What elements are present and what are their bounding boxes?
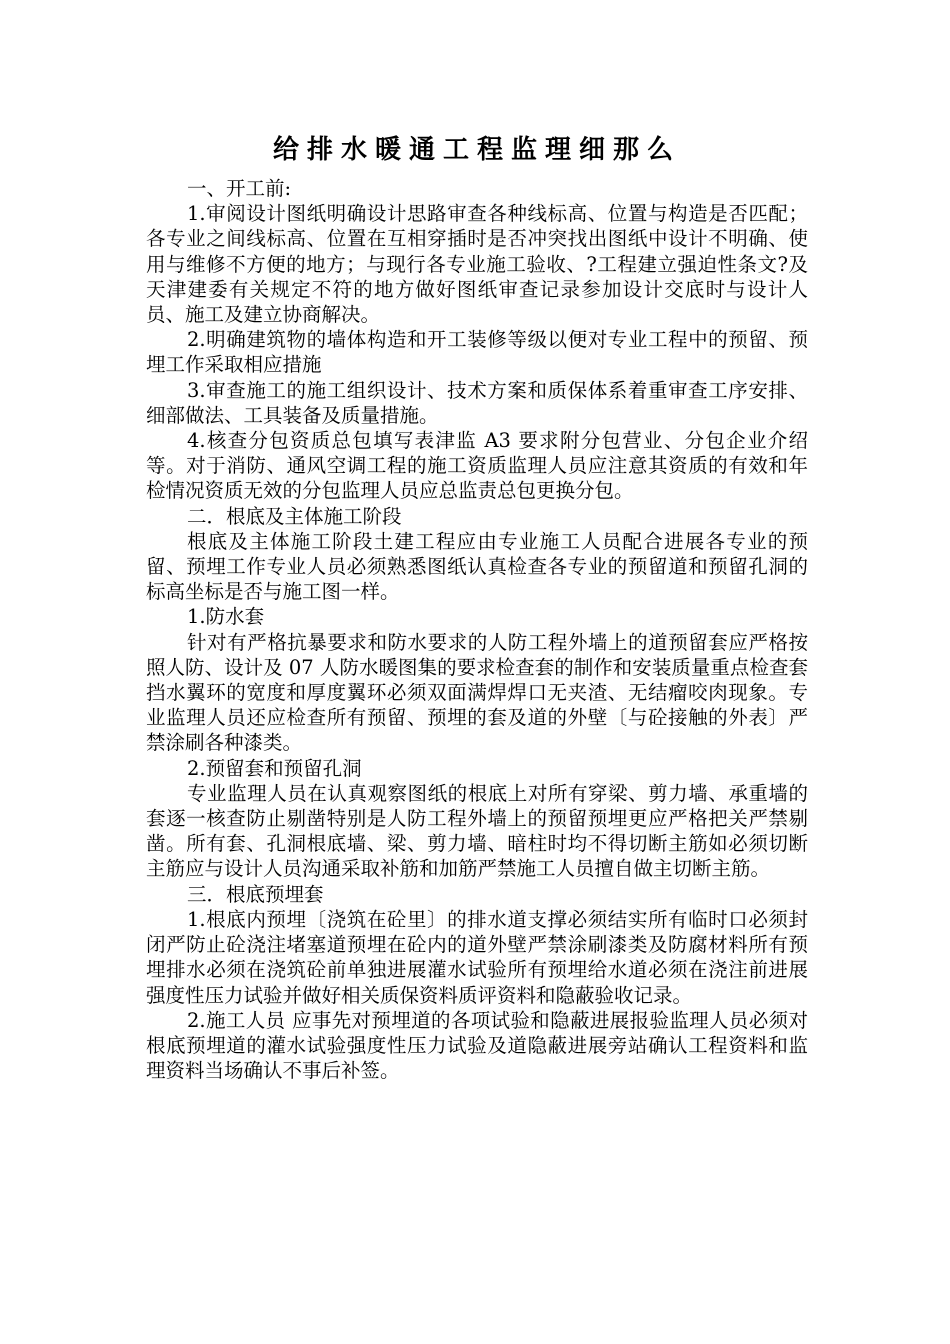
paragraph-construction-plan: 3.审查施工的施工组织设计、技术方案和质保体系着重审查工序安排、细部做法、工具装备及质量措施。 (146, 378, 808, 427)
subheading-waterproof-sleeve: 1.防水套 (187, 605, 265, 629)
section-heading-foundation-embedded: 三．根底预埋套 (187, 882, 324, 906)
paragraph-reserved-holes: 专业监理人员在认真观察图纸的根底上对所有穿梁、剪力墙、承重墙的套逐一核查防止剔凿特别是人防工程外墙上的预留预埋更应严格把关严禁剔凿。所有套、孔洞根底墙、梁、剪力墙、暗柱时均不得切断主筋如必须切断主筋应与设计人员沟通采取补筋和加筋严禁施工人员擅自做主切断主筋。 (146, 781, 808, 881)
subheading-reserved-holes: 2.预留套和预留孔洞 (187, 756, 362, 780)
document-title: 给排水暖通工程监理细那么 (272, 135, 681, 165)
document-body (146, 130, 808, 1083)
section-heading-foundation-main: 二．根底及主体施工阶段 (187, 504, 402, 528)
paragraph-foundation-intro: 根底及主体施工阶段土建工程应由专业施工人员配合进展各专业的预留、预埋工作专业人员必须熟悉图纸认真检查各专业的预留道和预留孔洞的标高坐标是否与施工图一样。 (146, 529, 808, 604)
paragraph-drawing-review: 1.审阅设计图纸明确设计思路审查各种线标高、位置与构造是否匹配；各专业之间线标高、位置在互相穿插时是否冲突找出图纸中设计不明确、使用与维修不方便的地方；与现行各专业施工验收、?工程建立强迫性条文?及天津建委有关规定不符的地方做好图纸审查记录参加设计交底时与设计人员、施工及建立协商解决。 (146, 202, 808, 327)
paragraph-wall-structure: 2.明确建筑物的墙体构造和开工装修等级以便对专业工程中的预留、预埋工作采取相应措施 (146, 328, 808, 377)
paragraph-embedded-drainage: 1.根底内预埋〔浇筑在砼里〕的排水道支撑必须结实所有临时口必须封闭严防止砼浇注堵塞道预埋在砼内的道外壁严禁涂刷漆类及防腐材料所有预埋排水必须在浇筑砼前单独进展灌水试验所有预埋给水道必须在浇注前进展强度性压力试验并做好相关质保资料质评资料和隐蔽验收记录。 (146, 907, 808, 1007)
section-heading-before-start: 一、开工前: (187, 177, 292, 200)
paragraph-inspection-witness: 2.施工人员 应事先对预埋道的各项试验和隐蔽进展报验监理人员必须对根底预埋道的灌水试验强度性压力试验及道隐蔽进展旁站确认工程资料和监理资料当场确认不事后补签。 (146, 1008, 808, 1083)
paragraph-waterproof-sleeve: 针对有严格抗暴要求和防水要求的人防工程外墙上的道预留套应严格按照人防、设计及 07 人防水暖图集的要求检查套的制作和安装质量重点检查套挡水翼环的宽度和厚度翼环必须双面满焊焊口无夹渣、无结瘤咬肉现象。专业监理人员还应检查所有预留、预埋的套及道的外壁〔与砼接触的外表〕严禁涂刷各种漆类。 (146, 630, 808, 755)
paragraph-subcontract-qualification: 4.核查分包资质总包填写表津监 A3 要求附分包营业、分包企业介绍等。对于消防、通风空调工程的施工资质监理人员应注意其资质的有效和年检情况资质无效的分包监理人员应总监责总包更换分包。 (146, 429, 808, 503)
